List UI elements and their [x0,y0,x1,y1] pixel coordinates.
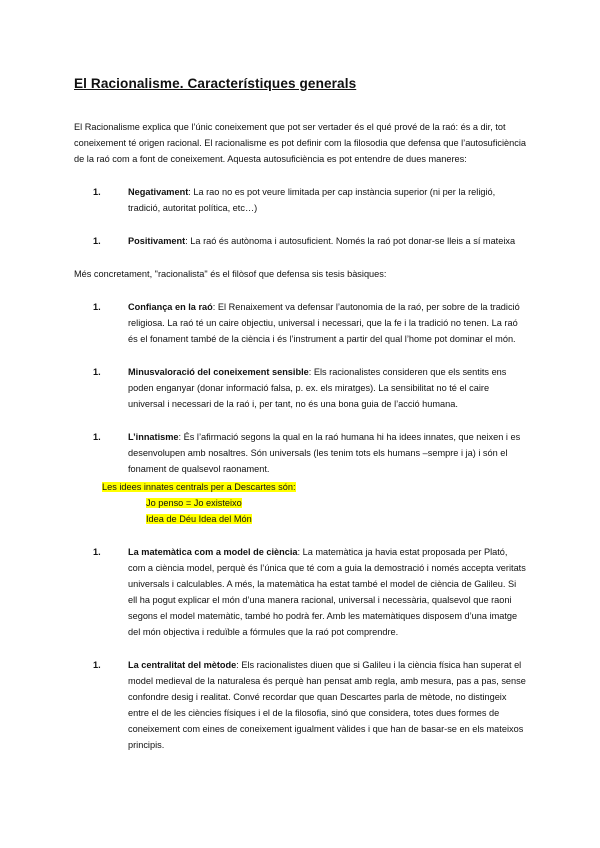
item-term: Confiança en la raó [128,302,213,312]
item-text: : La rao no es pot veure limitada per cap instància superior (ni per la religió, tradició, autoritat política, etc…) [128,187,496,213]
item-term: La centralitat del mètode [128,660,237,670]
list-number: 1. [93,432,101,442]
theses-list [74,299,526,477]
item-text: : Els racionalistes diuen que si Galileu i la ciència física han superat el model medieval de la naturalesa és perquè han pensat amb regla, amb mesura, pas a pas, sense confondre desig i realitat. Convé recordar que quan Descartes parla de mètode, no distingeix entre el de les ciències físiques i el de la filosofia, sinó que considera, totes dues formes de coneixement com eines de coneixement igualment vàlides i que han de basar-se en els mateixos principis. [128,660,526,750]
item-text: : La matemàtica ja havia estat proposada per Plató, com a ciència model, perquè és l’única que té com a guia la demostració i només accepta veritats universals i calculables. A més, la matemàtica ha estat també el model de ciència de Galileu. Si ell ha pogut explicar el món d’una manera racional, universal i necessària, qualsevol que raoni segons el model matemàtic, també ho podrà fer. Amb les matemàtiques disposem d’una imatge del món objectiva i reduïble a fórmules que la raó pot comprendre. [128,547,526,637]
list-item [93,184,526,216]
list-item [93,233,526,249]
item-text: : El Renaixement va defensar l’autonomia de la raó, per sobre de la tradició religiosa. La raó té un caire objectiu, universal i necessari, que la fe i la tradició no tenen. La raó és el fonament també de la ciència i és l’instrument a partir del qual l’home pot dominar el món. [128,302,520,344]
ways-list [74,184,526,249]
list-item [93,544,526,640]
list-item [93,429,526,477]
list-item [93,299,526,347]
idea-god-world: Idea de Déu Idea del Món [146,514,252,524]
theses-list-continued [74,544,526,753]
list-number: 1. [93,367,101,377]
descartes-ideas [102,479,526,527]
item-text: : És l’afirmació segons la qual en la raó humana hi ha idees innates, que neixen i es desenvolupen amb nosaltres. Són universals (les tenim tots els humans –sempre i ja) i són el fonament de qualsevol raonament. [128,432,521,474]
item-text: : Els racionalistes consideren que els sentits ens poden enganyar (donar informació falsa, p. ex. els miratges). La sensibilitat no té el caire universal i necessari de la raó i, per tant, no és una bona guia de l’acció humana. [128,367,507,409]
theses-intro: Més concretament, "racionalista" és el filòsof que defensa sis tesis bàsiques: [74,269,387,279]
intro-paragraph: El Racionalisme explica que l’únic coneixement que pot ser vertader és el qué prové de la raó: és a dir, tot coneixement té origen racional. El racionalisme es pot definir com la filosodia que defensa que l’autosuficiència de la raó com a font de coneixement. Aquesta autosuficiència es pot entendre de dues maneres: [74,122,526,164]
list-item [93,657,526,753]
list-item [93,364,526,412]
list-number: 1. [93,187,101,197]
idea-cogito: Jo penso = Jo existeixo [146,498,242,508]
list-number: 1. [93,236,101,246]
item-text: : La raó és autònoma i autosuficient. Només la raó pot donar-se lleis a sí mateixa [185,236,516,246]
item-term: L’innatisme [128,432,179,442]
list-number: 1. [93,302,101,312]
item-term: La matemàtica com a model de ciència [128,547,298,557]
descartes-heading: Les idees innates centrals per a Descartes són: [102,482,296,492]
item-term: Minusvaloració del coneixement sensible [128,367,309,377]
item-term: Negativament [128,187,189,197]
page-title: El Racionalisme. Característiques generals [74,76,357,91]
list-number: 1. [93,660,101,670]
list-number: 1. [93,547,101,557]
item-term: Positivament [128,236,186,246]
